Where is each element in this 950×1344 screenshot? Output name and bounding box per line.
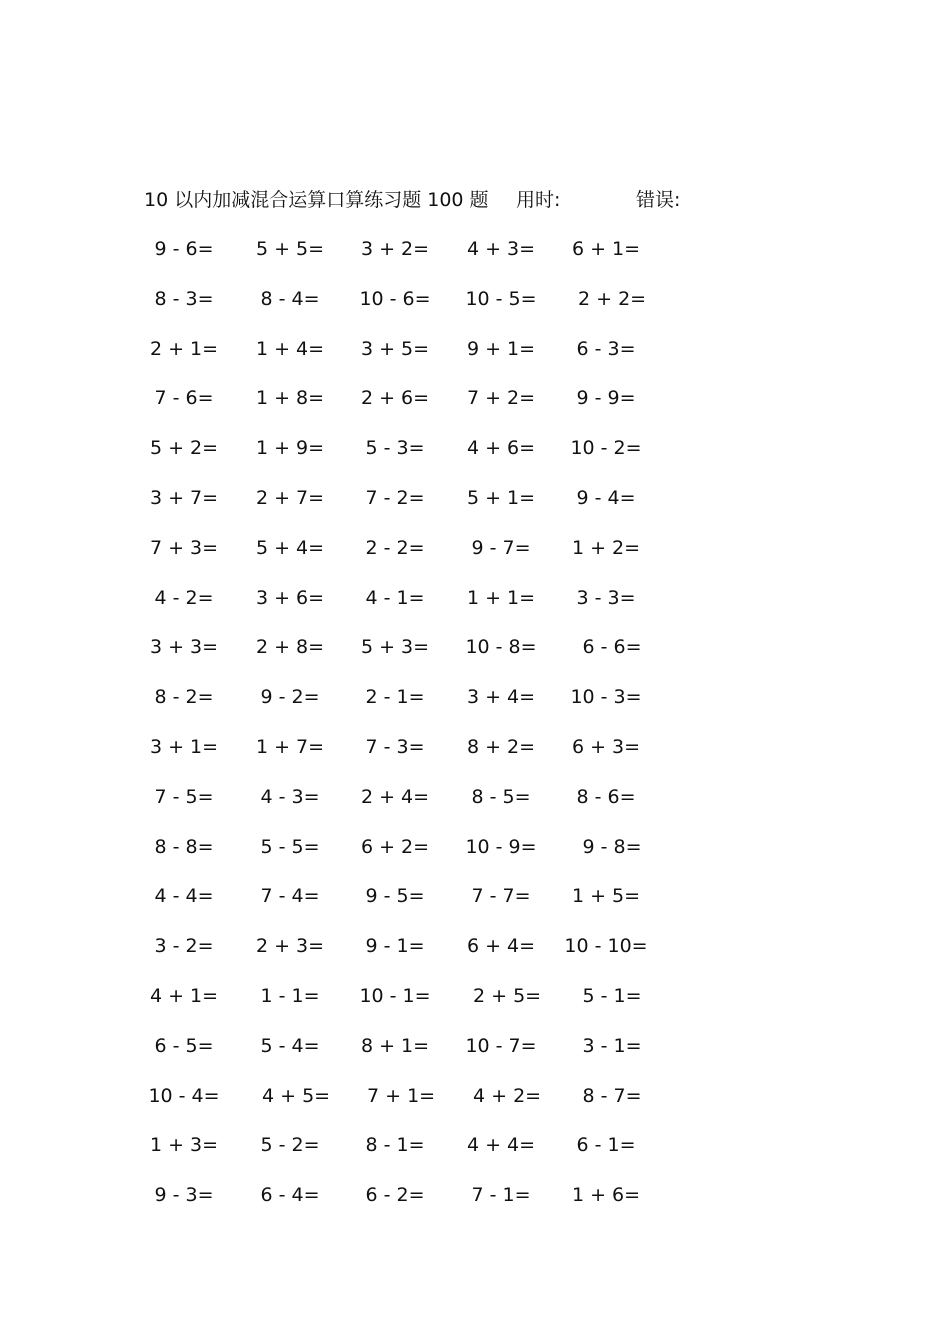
- arithmetic-problem: 4 + 1=: [149, 984, 219, 1007]
- arithmetic-problem: 7 - 4=: [260, 885, 320, 908]
- problem-row: [0, 483, 950, 533]
- problem-row: [0, 1130, 950, 1180]
- arithmetic-problem: 4 - 4=: [154, 885, 214, 908]
- arithmetic-problem: 5 + 5=: [255, 238, 325, 260]
- arithmetic-problem: 2 - 1=: [365, 686, 425, 709]
- arithmetic-problem: 8 - 1=: [365, 1134, 425, 1157]
- arithmetic-problem: 3 - 2=: [154, 935, 214, 958]
- problem-row: [0, 284, 950, 334]
- arithmetic-problem: 8 - 6=: [576, 785, 636, 808]
- arithmetic-problem: 9 - 7=: [471, 536, 531, 559]
- problem-row: [0, 632, 950, 682]
- arithmetic-problem: 10 - 1=: [359, 984, 431, 1007]
- arithmetic-problem: 7 - 2=: [365, 486, 425, 509]
- arithmetic-problem: 2 + 8=: [255, 636, 325, 659]
- arithmetic-problem: 10 - 9=: [465, 835, 537, 858]
- arithmetic-problem: 8 - 5=: [471, 785, 531, 808]
- arithmetic-problem: 4 + 4=: [466, 1134, 536, 1157]
- arithmetic-problem: 2 + 3=: [255, 935, 325, 958]
- arithmetic-problem: 4 + 5=: [249, 1084, 331, 1107]
- arithmetic-problem: 7 - 7=: [471, 885, 531, 908]
- arithmetic-problem: 7 + 2=: [466, 387, 536, 410]
- arithmetic-problem: 6 + 1=: [571, 238, 641, 260]
- arithmetic-problem: 4 - 2=: [154, 586, 214, 609]
- problem-row: [0, 234, 950, 284]
- problem-row: [0, 1031, 950, 1081]
- arithmetic-problem: 1 - 1=: [260, 984, 320, 1007]
- arithmetic-problem: 7 + 3=: [149, 536, 219, 559]
- arithmetic-problem: 2 + 2=: [565, 287, 647, 310]
- arithmetic-problem: 9 - 9=: [576, 387, 636, 410]
- arithmetic-problem: 4 + 2=: [460, 1084, 542, 1107]
- arithmetic-problem: 6 - 5=: [154, 1034, 214, 1057]
- arithmetic-problem: 1 + 9=: [255, 437, 325, 460]
- arithmetic-problem: 3 - 3=: [576, 586, 636, 609]
- arithmetic-problem: 9 - 4=: [576, 486, 636, 509]
- arithmetic-problem: 8 - 2=: [154, 686, 214, 709]
- arithmetic-problem: 10 - 5=: [465, 287, 537, 310]
- arithmetic-problem: 6 - 1=: [576, 1134, 636, 1157]
- arithmetic-problem: 1 + 1=: [466, 586, 536, 609]
- problem-row: [0, 931, 950, 981]
- arithmetic-problem: 5 - 3=: [365, 437, 425, 460]
- arithmetic-problem: 8 - 8=: [154, 835, 214, 858]
- arithmetic-problem: 8 + 1=: [360, 1034, 430, 1057]
- problem-row: [0, 832, 950, 882]
- worksheet-title: 10 以内加减混合运算口算练习题 100 题: [144, 189, 489, 211]
- arithmetic-problem: 10 - 2=: [570, 437, 642, 460]
- problem-row: [0, 1081, 950, 1131]
- arithmetic-problem: 6 - 2=: [365, 1184, 425, 1207]
- arithmetic-problem: 3 + 7=: [149, 486, 219, 509]
- arithmetic-problem: 6 - 3=: [576, 337, 636, 360]
- arithmetic-problem: 6 + 3=: [571, 735, 641, 758]
- time-spent-label: 用时:: [516, 189, 561, 211]
- arithmetic-problem: 7 - 6=: [154, 387, 214, 410]
- problem-grid: [0, 234, 950, 1230]
- arithmetic-problem: 7 - 3=: [365, 735, 425, 758]
- arithmetic-problem: 5 + 1=: [466, 486, 536, 509]
- arithmetic-problem: 2 + 4=: [360, 785, 430, 808]
- arithmetic-problem: 5 - 2=: [260, 1134, 320, 1157]
- arithmetic-problem: 3 + 4=: [466, 686, 536, 709]
- problem-row: [0, 334, 950, 384]
- arithmetic-problem: 4 + 3=: [466, 238, 536, 260]
- worksheet-header: [144, 186, 681, 214]
- error-count-label: 错误:: [636, 189, 681, 211]
- arithmetic-problem: 9 + 1=: [466, 337, 536, 360]
- arithmetic-problem: 9 - 8=: [570, 835, 642, 858]
- arithmetic-problem: 1 + 4=: [255, 337, 325, 360]
- arithmetic-problem: 5 + 3=: [360, 636, 430, 659]
- arithmetic-problem: 1 + 6=: [571, 1184, 641, 1207]
- arithmetic-problem: 8 - 4=: [260, 287, 320, 310]
- arithmetic-problem: 10 - 4=: [148, 1084, 220, 1107]
- arithmetic-problem: 2 - 2=: [365, 536, 425, 559]
- problem-row: [0, 682, 950, 732]
- arithmetic-problem: 7 + 1=: [354, 1084, 436, 1107]
- arithmetic-problem: 1 + 7=: [255, 735, 325, 758]
- problem-row: [0, 383, 950, 433]
- arithmetic-problem: 8 - 7=: [570, 1084, 642, 1107]
- arithmetic-problem: 2 + 1=: [149, 337, 219, 360]
- problem-row: [0, 433, 950, 483]
- arithmetic-problem: 6 + 4=: [466, 935, 536, 958]
- arithmetic-problem: 5 - 1=: [570, 984, 642, 1007]
- arithmetic-problem: 8 - 3=: [154, 287, 214, 310]
- arithmetic-problem: 5 - 5=: [260, 835, 320, 858]
- problem-row: [0, 1180, 950, 1230]
- arithmetic-problem: 3 + 3=: [149, 636, 219, 659]
- arithmetic-problem: 5 + 2=: [149, 437, 219, 460]
- arithmetic-problem: 5 + 4=: [255, 536, 325, 559]
- arithmetic-problem: 8 + 2=: [466, 735, 536, 758]
- arithmetic-problem: 7 - 1=: [471, 1184, 531, 1207]
- arithmetic-problem: 9 - 6=: [154, 238, 214, 260]
- problem-row: [0, 533, 950, 583]
- arithmetic-problem: 4 + 6=: [466, 437, 536, 460]
- arithmetic-problem: 10 - 6=: [359, 287, 431, 310]
- arithmetic-problem: 6 - 4=: [260, 1184, 320, 1207]
- problem-row: [0, 981, 950, 1031]
- arithmetic-problem: 3 + 6=: [255, 586, 325, 609]
- arithmetic-problem: 7 - 5=: [154, 785, 214, 808]
- arithmetic-problem: 6 - 6=: [570, 636, 642, 659]
- arithmetic-problem: 3 - 1=: [570, 1034, 642, 1057]
- arithmetic-problem: 1 + 5=: [571, 885, 641, 908]
- arithmetic-problem: 10 - 7=: [465, 1034, 537, 1057]
- arithmetic-problem: 1 + 3=: [149, 1134, 219, 1157]
- arithmetic-problem: 9 - 5=: [365, 885, 425, 908]
- arithmetic-problem: 6 + 2=: [360, 835, 430, 858]
- problem-row: [0, 881, 950, 931]
- arithmetic-problem: 5 - 4=: [260, 1034, 320, 1057]
- arithmetic-problem: 3 + 2=: [360, 238, 430, 260]
- arithmetic-problem: 3 + 5=: [360, 337, 430, 360]
- arithmetic-problem: 4 - 1=: [365, 586, 425, 609]
- arithmetic-problem: 4 - 3=: [260, 785, 320, 808]
- problem-row: [0, 583, 950, 633]
- arithmetic-problem: 10 - 8=: [465, 636, 537, 659]
- arithmetic-problem: 9 - 2=: [260, 686, 320, 709]
- problem-row: [0, 732, 950, 782]
- arithmetic-problem: 1 + 8=: [255, 387, 325, 410]
- arithmetic-problem: 2 + 5=: [460, 984, 542, 1007]
- arithmetic-problem: 3 + 1=: [149, 735, 219, 758]
- arithmetic-problem: 2 + 7=: [255, 486, 325, 509]
- arithmetic-problem: 10 - 3=: [570, 686, 642, 709]
- arithmetic-problem: 9 - 3=: [154, 1184, 214, 1207]
- arithmetic-problem: 9 - 1=: [365, 935, 425, 958]
- arithmetic-problem: 2 + 6=: [360, 387, 430, 410]
- arithmetic-problem: 1 + 2=: [571, 536, 641, 559]
- arithmetic-problem: 10 - 10=: [564, 935, 648, 958]
- problem-row: [0, 782, 950, 832]
